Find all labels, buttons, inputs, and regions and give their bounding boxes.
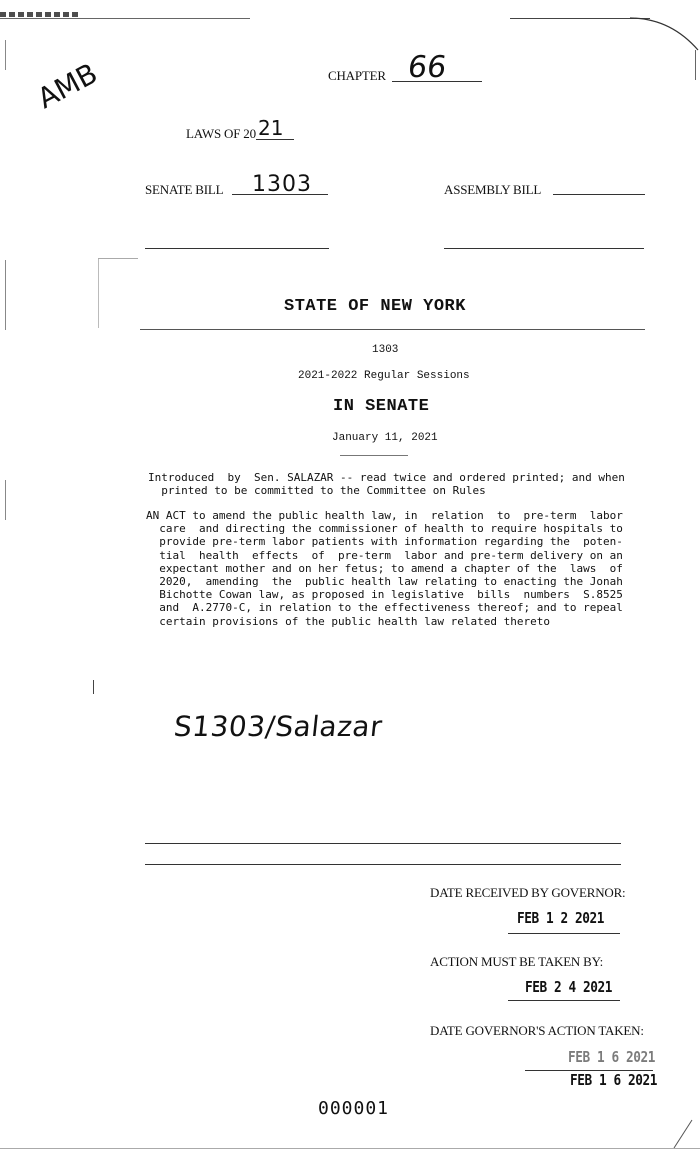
senate-bill-label: SENATE BILL xyxy=(145,182,224,197)
act-line: AN ACT to amend the public health law, in relation to pre-term labor xyxy=(146,509,623,522)
act-line: and A.2770-C, in relation to the effectiveness thereof; and to repeal xyxy=(146,601,623,615)
scan-edge-line xyxy=(5,480,6,520)
act-line: care and directing the commissioner of health to require hospitals to xyxy=(146,522,623,536)
senate-bill-number-handwritten: 1303 xyxy=(252,172,312,197)
separator-line xyxy=(145,248,329,249)
state-rule xyxy=(140,329,645,330)
scan-edge-line xyxy=(98,258,99,328)
introduced-text xyxy=(148,471,625,497)
received-underline xyxy=(508,933,620,934)
separator-line xyxy=(444,248,644,249)
bill-date: January 11, 2021 xyxy=(332,432,438,444)
scan-edge-line xyxy=(0,18,250,19)
act-line: certain provisions of the public health law related thereto xyxy=(146,614,550,628)
laws-label: LAWS OF 20 xyxy=(186,126,256,141)
assembly-bill-label: ASSEMBLY BILL xyxy=(444,182,542,197)
scan-corner-curve xyxy=(630,16,700,56)
scan-edge-line xyxy=(5,260,6,330)
scan-edge-line xyxy=(0,1148,700,1149)
action-date-stamp-faint: FEB 1 6 2021 xyxy=(568,1048,656,1066)
initials-handwritten: AMB xyxy=(32,56,103,116)
act-line: provide pre-term labor patients with information regarding the poten- xyxy=(146,535,623,549)
scan-edge-line xyxy=(98,258,138,259)
act-paragraph xyxy=(146,509,623,628)
act-text xyxy=(146,509,623,628)
laws-year-handwritten: 21 xyxy=(258,116,284,140)
action-label: DATE GOVERNOR'S ACTION TAKEN: xyxy=(430,1023,644,1038)
chapter-number-handwritten: 66 xyxy=(405,50,449,85)
received-label: DATE RECEIVED BY GOVERNOR: xyxy=(430,885,626,900)
date-rule xyxy=(340,455,408,456)
introduced-line: printed to be committed to the Committee on Rules xyxy=(148,484,486,498)
sessions: 2021-2022 Regular Sessions xyxy=(298,370,470,382)
state-title: STATE OF NEW YORK xyxy=(284,297,466,316)
act-line: 2020, amending the public health law relating to enacting the Jonah xyxy=(146,575,623,589)
action-date-stamp: FEB 1 6 2021 xyxy=(570,1071,658,1089)
act-line: tial health effects of pre-term labor and pre-term delivery on an xyxy=(146,548,623,562)
house-title: IN SENATE xyxy=(333,397,430,416)
sponsor-handwritten: S1303/Salazar xyxy=(172,710,384,743)
assembly-bill-underline xyxy=(553,194,645,195)
act-line: Bichotte Cowan law, as proposed in legislative bills numbers S.8525 xyxy=(146,588,623,602)
deadline-date-stamp: FEB 2 4 2021 xyxy=(525,978,613,996)
scan-corner-mark xyxy=(672,1116,696,1150)
act-line: expectant mother and on her fetus; to amend a chapter of the laws of xyxy=(146,561,623,575)
scan-edge-artifact xyxy=(0,12,80,17)
received-date-stamp: FEB 1 2 2021 xyxy=(517,909,605,927)
scan-edge-line xyxy=(93,680,94,694)
bottom-rule xyxy=(145,864,621,865)
bill-number: 1303 xyxy=(372,344,399,356)
introduced-line: Introduced by Sen. SALAZAR -- read twice and ordered printed; and when xyxy=(148,471,625,484)
page-id: 000001 xyxy=(318,1098,390,1119)
scan-edge-line xyxy=(695,50,696,80)
bottom-rule xyxy=(145,843,621,844)
deadline-label: ACTION MUST BE TAKEN BY: xyxy=(430,954,604,969)
scan-edge-line xyxy=(510,18,650,19)
chapter-label: CHAPTER xyxy=(328,68,386,83)
scan-edge-line xyxy=(5,40,6,70)
introduced-paragraph xyxy=(148,471,625,497)
deadline-underline xyxy=(508,1000,620,1001)
